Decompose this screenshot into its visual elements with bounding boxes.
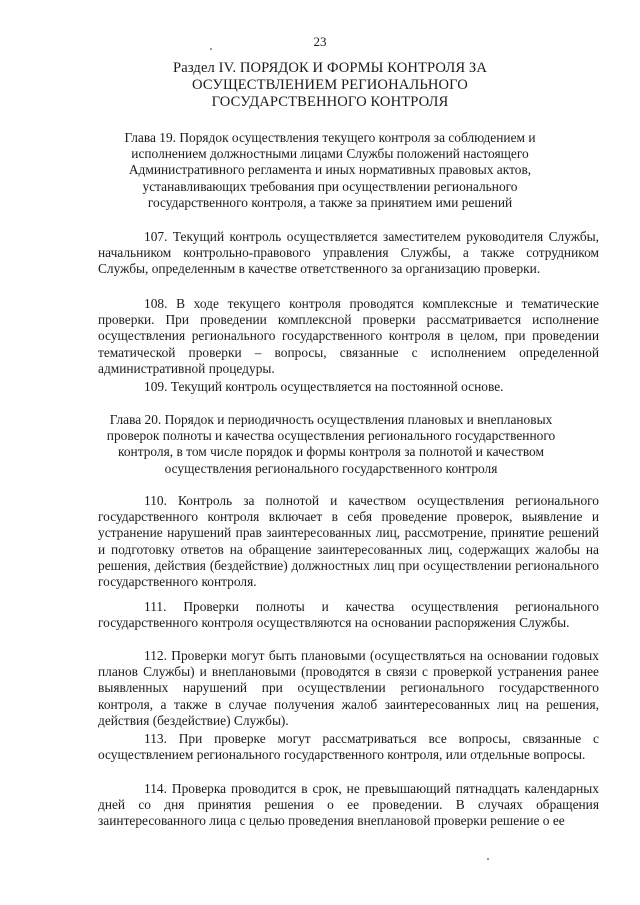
chapter-19-heading: Глава 19. Порядок осуществления текущего контроля за соблюдением и исполнением должностными лицами Службы положений настоящего Административного регламента и иных нормативных правовых актов, устанавливающих требования при осуществлении регионального государственного контроля, а также за принятием ими решений <box>124 130 536 210</box>
page-number: 23 <box>313 34 327 49</box>
paragraph-112: 112. Проверки могут быть плановыми (осуществляться на основании годовых планов Службы) и внеплановыми (проводятся в связи с проверкой устранения ранее выявленных нарушений при осуществлении регионального государственного контроля, а также в случае получения жалоб заинтересованных лиц на решения, действия (бездействие) Службы). <box>98 648 599 728</box>
paragraph-109: 109. Текущий контроль осуществляется на постоянной основе. <box>144 379 504 394</box>
paragraph-111: 111. Проверки полноты и качества осуществления регионального государственного контроля осуществляются на основании распоряжения Службы. <box>98 599 599 631</box>
paragraph-107: 107. Текущий контроль осуществляется заместителем руководителя Службы, начальником контрольно-правового управления Службы, а также сотрудником Службы, определенным в качестве ответственного за организацию проверки. <box>98 229 599 277</box>
paragraph-113: 113. При проверке могут рассматриваться все вопросы, связанные с осуществлением регионального государственного контроля, или отдельные вопросы. <box>98 731 599 763</box>
paragraph-114: 114. Проверка проводится в срок, не превышающий пятнадцать календарных дней со дня принятия решения о ее проведении. В случаях обращения заинтересованного лица с целью проведения внеплановой проверки решение о ее <box>98 781 599 829</box>
scan-speck <box>487 858 489 860</box>
chapter-20-heading: Глава 20. Порядок и периодичность осуществления плановых и внеплановых проверок полноты и качества осуществления регионального государственного контроля, в том числе порядок и формы контроля за полнотой и качеством осуществления регионального государственного контроля <box>106 412 556 476</box>
paragraph-110: 110. Контроль за полнотой и качеством осуществления регионального государственного контроля включает в себя проведение проверок, выявление и устранение нарушений прав заинтересованных лиц, рассмотрение, принятие решений и подготовку ответов на обращение заинтересованных лиц, содержащих жалобы на решения, действия (бездействие) должностных лиц при осуществлении регионального государственного контроля. <box>98 493 599 590</box>
scan-speck <box>210 48 212 50</box>
paragraph-108: 108. В ходе текущего контроля проводятся комплексные и тематические проверки. При проведении комплексной проверки рассматривается исполнение осуществления регионального государственного контроля в целом, при проведении тематической проверки – вопросы, связанные с исполнением определенной административной процедуры. <box>98 296 599 376</box>
section-title: Раздел IV. ПОРЯДОК И ФОРМЫ КОНТРОЛЯ ЗА ОСУЩЕСТВЛЕНИЕМ РЕГИОНАЛЬНОГО ГОСУДАРСТВЕННОГО КОНТРОЛЯ <box>173 60 487 110</box>
